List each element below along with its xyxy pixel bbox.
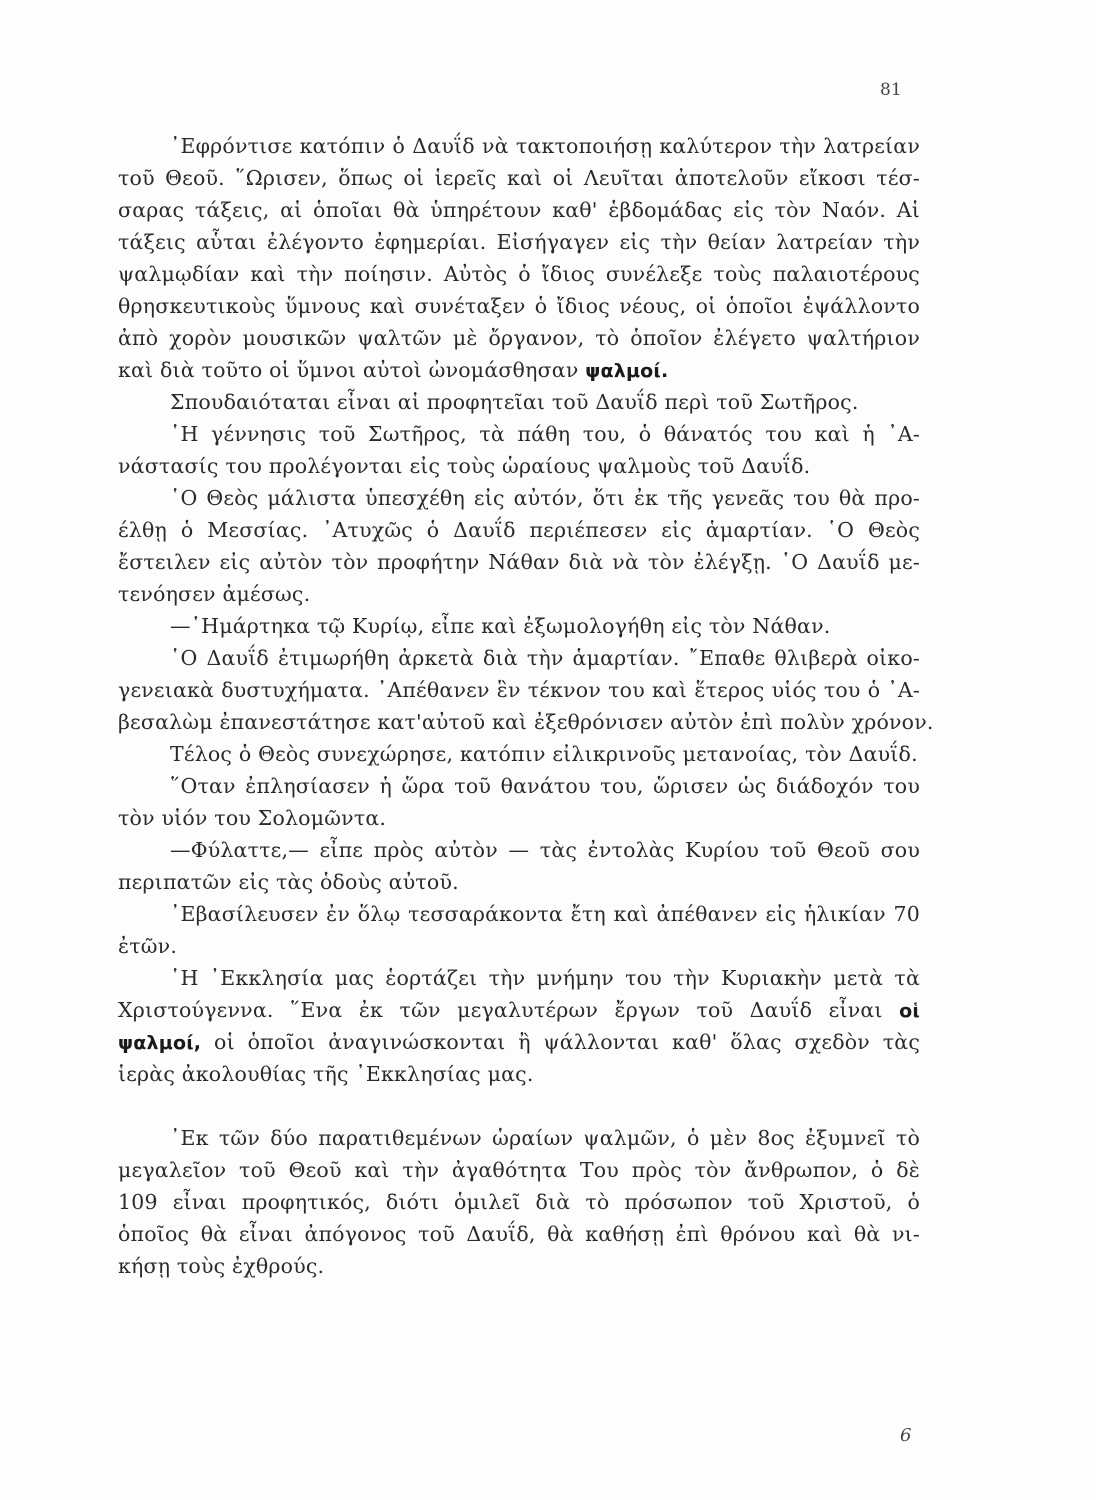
- line-text: 109 εἶναι προφητικός, διότι ὁμιλεῖ διὰ τὸ πρόσωπον τοῦ Χριστοῦ, ὁ: [118, 1190, 920, 1214]
- line-text: τάξεις αὗται ἐλέγοντο ἐφημερίαι. Εἰσήγαγεν εἰς τὴν θείαν λατρείαν τὴν: [118, 230, 920, 254]
- body-text: [118, 130, 934, 1282]
- text-line: [118, 1250, 920, 1282]
- paragraph-gap: [118, 1090, 920, 1122]
- text-line: [118, 130, 920, 162]
- bold-term: ψαλμοί.: [585, 360, 669, 382]
- line-text: ῾Ο Δαυΐδ ἐτιμωρήθη ἀρκετὰ διὰ τὴν ἁμαρτίαν. ῎Επαθε θλιβερὰ οἰκο-: [170, 646, 920, 670]
- text-line: [118, 162, 920, 194]
- text-line: [118, 290, 920, 322]
- line-text: τοῦ Θεοῦ. ῞Ωρισεν, ὅπως οἱ ἱερεῖς καὶ οἱ Λευῖται ἀποτελοῦν εἴκοσι τέσ-: [118, 166, 920, 190]
- text-line: [118, 1026, 920, 1058]
- line-text: Χριστούγεννα. ῞Ενα ἐκ τῶν μεγαλυτέρων ἔργων τοῦ Δαυΐδ εἶναι: [118, 998, 883, 1022]
- text-line: [118, 354, 920, 386]
- text-line: [118, 482, 920, 514]
- text-line: [118, 1186, 920, 1218]
- line-text: ᾿Εβασίλευσεν ἐν ὅλῳ τεσσαράκοντα ἔτη καὶ ἀπέθανεν εἰς ἡλικίαν 70: [170, 902, 920, 926]
- line-text: ᾿Εκ τῶν δύο παρατιθεμένων ὡραίων ψαλμῶν, ὁ μὲν 8ος ἐξυμνεῖ τὸ: [170, 1126, 920, 1150]
- line-text: Τέλος ὁ Θεὸς συνεχώρησε, κατόπιν εἰλικρινοῦς μετανοίας, τὸν Δαυΐδ.: [170, 742, 918, 766]
- line-text: ᾿Εφρόντισε κατόπιν ὁ Δαυΐδ νὰ τακτοποιήσῃ καλύτερον τὴν λατρείαν: [170, 134, 920, 158]
- text-line: [118, 770, 920, 802]
- text-line: [118, 642, 920, 674]
- line-text: τὸν υἱόν του Σολομῶντα.: [118, 806, 387, 830]
- bold-term: ψαλμοί,: [118, 1032, 202, 1054]
- text-line: [118, 930, 920, 962]
- text-line: [118, 578, 920, 610]
- text-line: [118, 1058, 920, 1090]
- text-line: [118, 514, 920, 546]
- text-line: [118, 546, 920, 578]
- text-line: [118, 418, 920, 450]
- line-text: έλθῃ ὁ Μεσσίας. ᾿Ατυχῶς ὁ Δαυΐδ περιέπεσεν εἰς ἁμαρτίαν. ῾Ο Θεὸς: [118, 518, 920, 542]
- line-text: ῾Η γέννησις τοῦ Σωτῆρος, τὰ πάθη του, ὁ θάνατός του καὶ ἡ ᾿Α-: [170, 422, 920, 446]
- line-text: καὶ διὰ τοῦτο οἱ ὕμνοι αὐτοὶ ὠνομάσθησαν: [118, 358, 579, 382]
- line-text: νάστασίς του προλέγονται εἰς τοὺς ὡραίους ψαλμοὺς τοῦ Δαυΐδ.: [118, 454, 811, 478]
- line-text: ἐτῶν.: [118, 934, 178, 958]
- bold-term: οἱ: [899, 1000, 920, 1022]
- line-text: —῾Ημάρτηκα τῷ Κυρίῳ, εἶπε καὶ ἐξωμολογήθη εἰς τὸν Νάθαν.: [170, 614, 831, 638]
- line-text: ἔστειλεν εἰς αὐτὸν τὸν προφήτην Νάθαν διὰ νὰ τὸν ἐλέγξῃ. ῾Ο Δαυΐδ με-: [118, 550, 920, 574]
- line-text: γενειακὰ δυστυχήματα. ᾿Απέθανεν ἓν τέκνον του καὶ ἕτερος υἱός του ὁ ᾿Α-: [118, 678, 920, 702]
- line-text: ἀπὸ χορὸν μουσικῶν ψαλτῶν μὲ ὄργανον, τὸ ὁποῖον ἐλέγετο ψαλτήριον: [118, 326, 920, 350]
- line-text: περιπατῶν εἰς τὰς ὁδοὺς αὐτοῦ.: [118, 870, 459, 894]
- text-line: [118, 226, 920, 258]
- text-line: [118, 706, 934, 738]
- text-line: [118, 866, 920, 898]
- line-text: ὁποῖος θὰ εἶναι ἀπόγονος τοῦ Δαυΐδ, θὰ καθήσῃ ἐπὶ θρόνου καὶ θὰ νι-: [118, 1222, 920, 1246]
- text-line: [118, 258, 920, 290]
- text-line: [118, 802, 920, 834]
- line-text: μεγαλεῖον τοῦ Θεοῦ καὶ τὴν ἀγαθότητα Του πρὸς τὸν ἄνθρωπον, ὁ δὲ: [118, 1158, 920, 1182]
- text-line: [118, 1154, 920, 1186]
- signature-mark: 6: [900, 1425, 912, 1446]
- text-line: [118, 1218, 920, 1250]
- text-line: [118, 322, 920, 354]
- line-text: κήσῃ τοὺς ἐχθρούς.: [118, 1254, 325, 1278]
- line-text: ῞Οταν ἐπλησίασεν ἡ ὥρα τοῦ θανάτου του, ὥρισεν ὡς διάδοχόν του: [170, 774, 920, 798]
- line-text: τενόησεν ἀμέσως.: [118, 582, 311, 606]
- line-text: σαρας τάξεις, αἱ ὁποῖαι θὰ ὑπηρέτουν καθ' ἑβδομάδας εἰς τὸν Ναόν. Αἱ: [118, 198, 920, 222]
- text-line: [118, 898, 920, 930]
- page-number: 81: [880, 80, 902, 100]
- text-line: [118, 450, 920, 482]
- text-line: [118, 610, 920, 642]
- line-text: οἱ ὁποῖοι ἀναγινώσκονται ἢ ψάλλονται καθ' ὅλας σχεδὸν τὰς: [214, 1030, 921, 1054]
- line-text: θρησκευτικοὺς ὕμνους καὶ συνέταξεν ὁ ἴδιος νέους, οἱ ὁποῖοι ἐψάλλοντο: [118, 294, 920, 318]
- line-text: ἱερὰς ἀκολουθίας τῆς ᾿Εκκλησίας μας.: [118, 1062, 534, 1086]
- text-line: [118, 1122, 920, 1154]
- line-text: ῾Η ᾿Εκκλησία μας ἑορτάζει τὴν μνήμην του τὴν Κυριακὴν μετὰ τὰ: [170, 966, 920, 990]
- text-line: [118, 994, 920, 1026]
- text-line: [118, 834, 920, 866]
- text-line: [118, 962, 920, 994]
- line-text: ῾Ο Θεὸς μάλιστα ὑπεσχέθη εἰς αὐτόν, ὅτι ἐκ τῆς γενεᾶς του θὰ προ-: [170, 486, 920, 510]
- line-text: —Φύλαττε,— εἶπε πρὸς αὐτὸν — τὰς ἐντολὰς Κυρίου τοῦ Θεοῦ σου: [170, 838, 920, 862]
- line-text: ψαλμῳδίαν καὶ τὴν ποίησιν. Αὐτὸς ὁ ἴδιος συνέλεξε τοὺς παλαιοτέρους: [118, 262, 920, 286]
- text-line: [118, 386, 920, 418]
- text-line: [118, 674, 920, 706]
- line-text: βεσαλὼμ ἐπανεστάτησε κατ'αὐτοῦ καὶ ἐξεθρόνισεν αὐτὸν ἐπὶ πολὺν χρόνον.: [118, 710, 934, 734]
- line-text: Σπουδαιόταται εἶναι αἱ προφητεῖαι τοῦ Δαυΐδ περὶ τοῦ Σωτῆρος.: [170, 390, 859, 414]
- text-line: [118, 738, 920, 770]
- text-line: [118, 194, 920, 226]
